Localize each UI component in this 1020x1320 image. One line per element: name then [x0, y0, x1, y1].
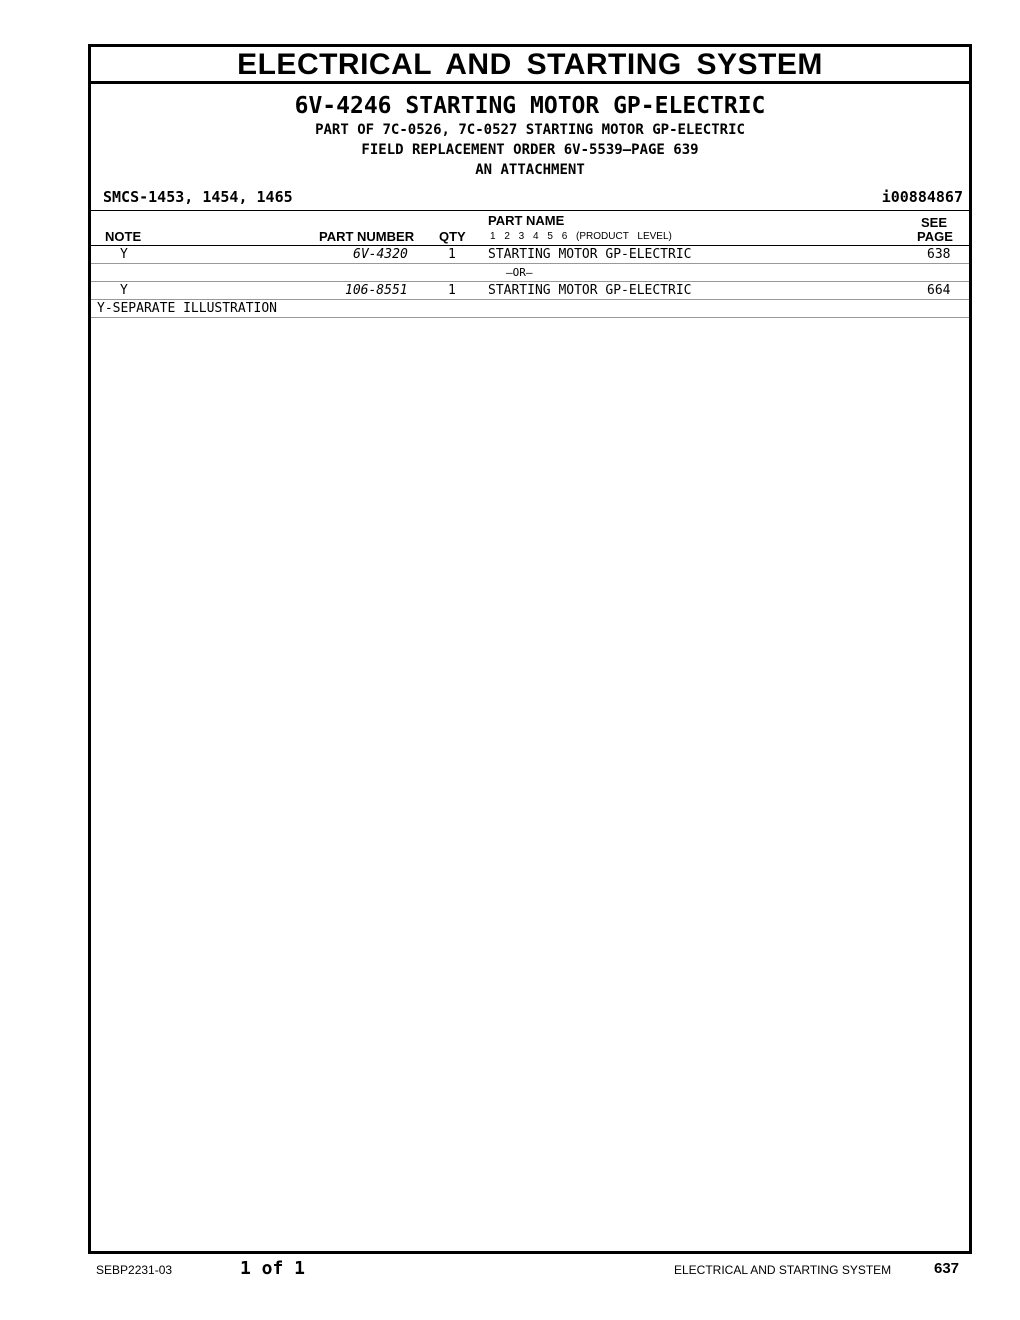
part-number-header: PART NUMBER	[319, 229, 415, 244]
note-header: NOTE	[105, 229, 142, 244]
part-name-cell: STARTING MOTOR GP-ELECTRIC	[488, 247, 692, 262]
part-name-cell: STARTING MOTOR GP-ELECTRIC	[488, 283, 692, 298]
page-footer	[0, 1258, 1020, 1282]
note-cell: Y	[120, 283, 128, 298]
qty-header: QTY	[439, 229, 466, 244]
smcs-codes: SMCS-1453, 1454, 1465	[103, 188, 293, 206]
table-row	[91, 264, 969, 282]
table-header	[91, 210, 969, 246]
group-subtitle-line: FIELD REPLACEMENT ORDER 6V-5539—PAGE 639	[361, 142, 699, 158]
see-page-cell: 638	[927, 247, 951, 262]
page-of-count: 1 of 1	[240, 1258, 306, 1279]
see-page-cell: 664	[927, 283, 951, 298]
page-header: PAGE	[917, 229, 953, 244]
qty-cell: 1	[448, 247, 456, 262]
see-header: SEE	[921, 215, 948, 230]
illustration-id: i00884867	[881, 188, 963, 206]
footer-section-name: ELECTRICAL AND STARTING SYSTEM	[674, 1263, 892, 1277]
section-title: ELECTRICAL AND STARTING SYSTEM	[91, 47, 969, 84]
identifier-row	[91, 186, 969, 210]
product-level-header: 1 2 3 4 5 6 (PRODUCT LEVEL)	[490, 231, 672, 242]
group-subtitle-line: PART OF 7C-0526, 7C-0527 STARTING MOTOR GP-ELECTRIC	[315, 122, 745, 138]
part-number-cell: 106-8551	[345, 283, 408, 298]
or-separator: —OR—	[506, 266, 533, 279]
table-row	[91, 246, 969, 264]
page-number: 637	[934, 1260, 960, 1277]
group-title: 6V-4246 STARTING MOTOR GP-ELECTRIC	[294, 93, 766, 119]
footnote: Y-SEPARATE ILLUSTRATION	[91, 300, 969, 318]
document-id: SEBP2231-03	[96, 1263, 173, 1277]
part-name-header: PART NAME	[488, 213, 565, 228]
part-number-cell: 6V-4320	[353, 247, 408, 262]
group-subtitle-line: AN ATTACHMENT	[475, 162, 585, 178]
page-frame	[88, 44, 972, 1254]
table-row	[91, 282, 969, 300]
qty-cell: 1	[448, 283, 456, 298]
note-cell: Y	[120, 247, 128, 262]
